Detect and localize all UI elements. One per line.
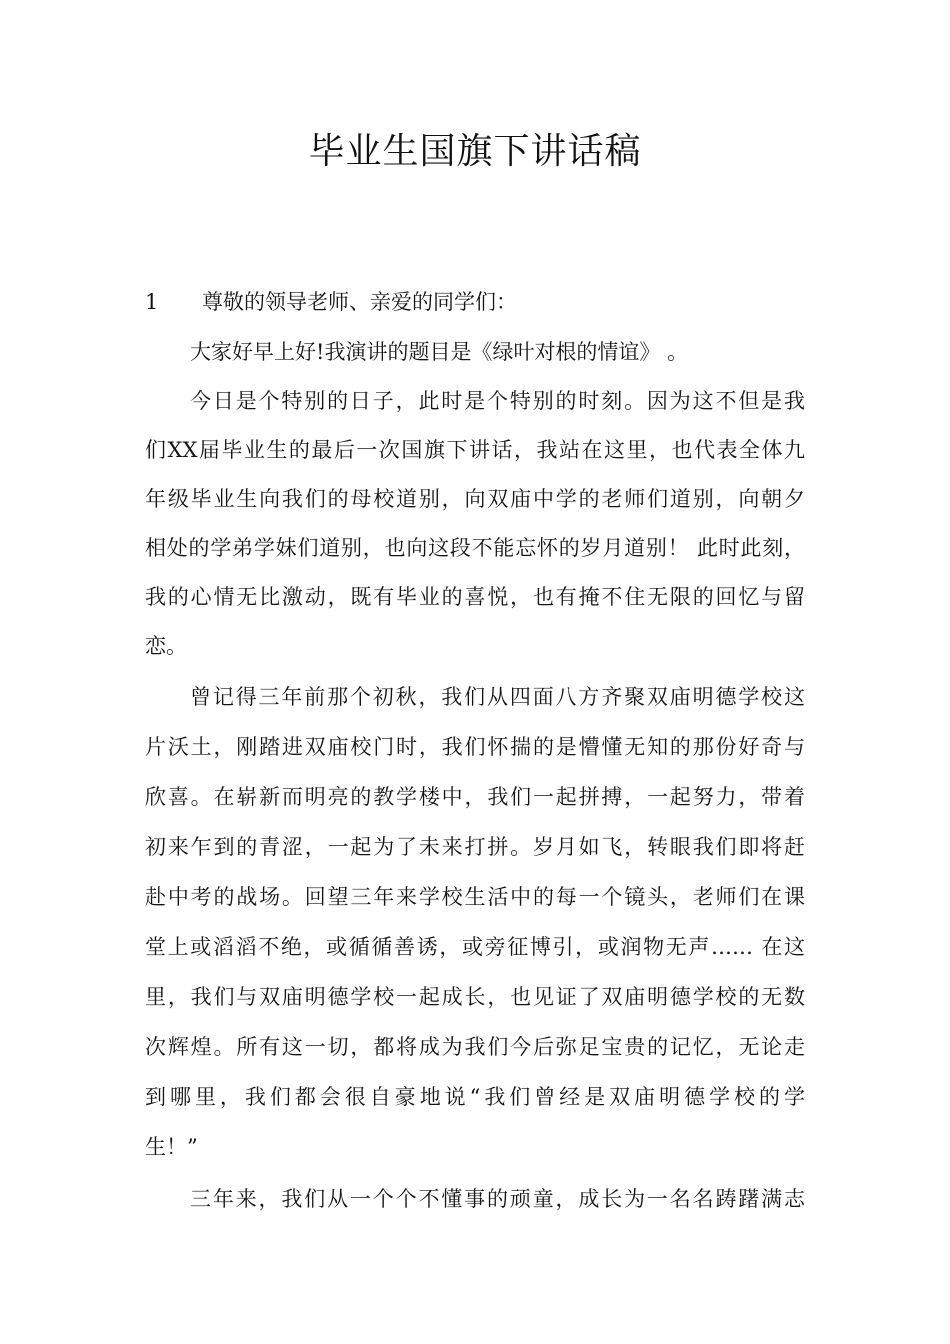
paragraph-line: 相处的学弟学妹们道别，也向这段不能忘怀的岁月道别！ 此时此刻，	[145, 536, 805, 560]
salutation-text: 尊敬的领导老师、亲爱的同学们：	[202, 290, 517, 314]
paragraph-line: 曾记得三年前那个初秋，我们从四面八方齐聚双庙明德学校这	[190, 685, 805, 709]
paragraph-line: 次辉煌。所有这一切，都将成为我们今后弥足宝贵的记忆，无论走	[145, 1035, 805, 1059]
paragraph-line: 初来乍到的青涩，一起为了未来打拼。岁月如飞，转眼我们即将赶	[145, 835, 805, 859]
paragraph-line: 们XX届毕业生的最后一次国旗下讲话，我站在这里，也代表全体九	[145, 438, 805, 462]
paragraph-line: 大家好早上好!我演讲的题目是《绿叶对根的情谊》 。	[190, 340, 689, 364]
document-title: 毕业生国旗下讲话稿	[308, 131, 642, 172]
paragraph-line: 恋。	[145, 634, 187, 658]
paragraph-line: 欣喜。在崭新而明亮的教学楼中，我们一起拼搏，一起努力，带着	[145, 785, 805, 809]
section-number: 1	[145, 290, 159, 314]
paragraph-line: 生！”	[145, 1135, 198, 1159]
paragraph-line: 今日是个特别的日子，此时是个特别的时刻。因为这不但是我	[190, 389, 805, 413]
paragraph-line: 我的心情无比激动，既有毕业的喜悦，也有掩不住无限的回忆与留	[145, 585, 805, 609]
paragraph-line: 年级毕业生向我们的母校道别，向双庙中学的老师们道别，向朝夕	[145, 487, 805, 511]
paragraph-line: 到哪里，我们都会很自豪地说“我们曾经是双庙明德学校的学	[145, 1085, 805, 1109]
paragraph-line: 片沃土，刚踏进双庙校门时，我们怀揣的是懵懂无知的那份好奇与	[145, 735, 805, 759]
paragraph-line: 里，我们与双庙明德学校一起成长，也见证了双庙明德学校的无数	[145, 985, 805, 1009]
paragraph-line: 堂上或滔滔不绝，或循循善诱，或旁征博引，或润物无声…… 在这	[145, 935, 805, 959]
paragraph-line: 赴中考的战场。回望三年来学校生活中的每一个镜头，老师们在课	[145, 885, 805, 909]
paragraph-line: 三年来，我们从一个个不懂事的顽童，成长为一名名踌躇满志	[190, 1187, 805, 1211]
